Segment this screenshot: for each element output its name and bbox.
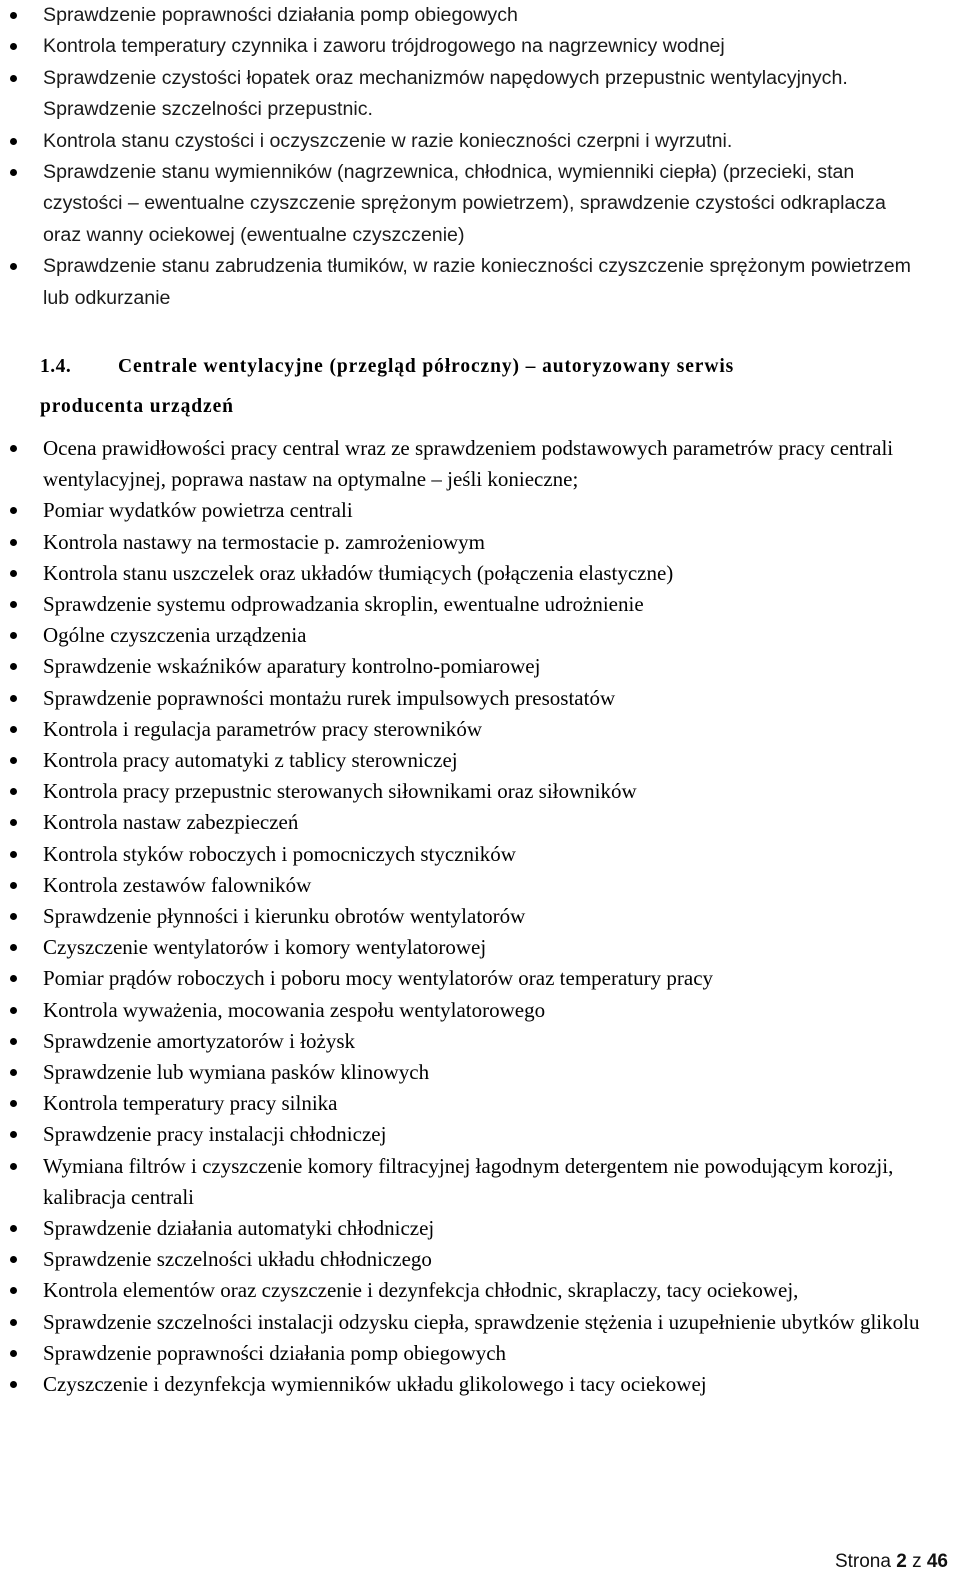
list-item: Sprawdzenie płynności i kierunku obrotów wentylatorów	[0, 901, 960, 932]
list-item: Pomiar wydatków powietrza centrali	[0, 495, 960, 526]
list-item: Sprawdzenie stanu wymienników (nagrzewnica, chłodnica, wymienniki ciepła) (przecieki, stan czystości – ewentualne czyszczenie sprężonym powietrzem), sprawdzenie czystości odkraplacza oraz wanny ociekowej (ewentualne czyszczenie)	[0, 157, 960, 251]
list-item: Pomiar prądów roboczych i poboru mocy wentylatorów oraz temperatury pracy	[0, 963, 960, 994]
maintenance-checklist-bottom	[0, 433, 960, 1400]
list-item: Sprawdzenie pracy instalacji chłodniczej	[0, 1119, 960, 1150]
section-title-line1: Centrale wentylacyjne (przegląd półroczny) – autoryzowany serwis	[118, 356, 735, 377]
list-item: Ocena prawidłowości pracy central wraz ze sprawdzeniem podstawowych parametrów pracy centrali wentylacyjnej, poprawa nastaw na optymalne – jeśli konieczne;	[0, 433, 960, 495]
section-title-line2: producenta urządzeń	[40, 396, 234, 417]
list-item: Kontrola i regulacja parametrów pracy sterowników	[0, 714, 960, 745]
list-item: Ogólne czyszczenia urządzenia	[0, 620, 960, 651]
list-item: Czyszczenie i dezynfekcja wymienników układu glikolowego i tacy ociekowej	[0, 1369, 960, 1400]
list-item: Sprawdzenie czystości łopatek oraz mechanizmów napędowych przepustnic wentylacyjnych. Sprawdzenie szczelności przepustnic.	[0, 63, 960, 126]
list-item: Kontrola stanu uszczelek oraz układów tłumiących (połączenia elastyczne)	[0, 558, 960, 589]
list-item: Sprawdzenie stanu zabrudzenia tłumików, w razie konieczności czyszczenie sprężonym powietrzem lub odkurzanie	[0, 251, 960, 314]
page-number	[835, 1550, 948, 1574]
list-item: Sprawdzenie szczelności układu chłodniczego	[0, 1244, 960, 1275]
list-item: Kontrola styków roboczych i pomocniczych styczników	[0, 839, 960, 870]
page-number-prefix: Strona	[834, 1551, 897, 1572]
list-item: Kontrola temperatury czynnika i zaworu trójdrogowego na nagrzewnicy wodnej	[0, 31, 960, 62]
list-item: Sprawdzenie poprawności działania pomp obiegowych	[0, 0, 960, 31]
list-item: Sprawdzenie działania automatyki chłodniczej	[0, 1213, 960, 1244]
list-item: Kontrola pracy przepustnic sterowanych siłownikami oraz siłowników	[0, 776, 960, 807]
list-item: Kontrola wyważenia, mocowania zespołu wentylatorowego	[0, 995, 960, 1026]
list-item: Kontrola zestawów falowników	[0, 870, 960, 901]
list-item: Sprawdzenie poprawności montażu rurek impulsowych presostatów	[0, 683, 960, 714]
list-item: Sprawdzenie amortyzatorów i łożysk	[0, 1026, 960, 1057]
page-number-separator: z	[906, 1551, 927, 1572]
list-item: Kontrola elementów oraz czyszczenie i dezynfekcja chłodnic, skraplaczy, tacy ociekowej,	[0, 1275, 960, 1306]
list-item: Sprawdzenie lub wymiana pasków klinowych	[0, 1057, 960, 1088]
list-item: Kontrola pracy automatyki z tablicy sterowniczej	[0, 745, 960, 776]
page-number-current: 2	[896, 1551, 907, 1572]
list-item: Sprawdzenie szczelności instalacji odzysku ciepła, sprawdzenie stężenia i uzupełnienie ubytków glikolu	[0, 1307, 960, 1338]
section-number: 1.4.	[40, 356, 72, 377]
page-number-total: 46	[926, 1551, 948, 1572]
list-item: Wymiana filtrów i czyszczenie komory filtracyjnej łagodnym detergentem nie powodującym korozji, kalibracja centrali	[0, 1151, 960, 1213]
list-item: Sprawdzenie poprawności działania pomp obiegowych	[0, 1338, 960, 1369]
list-item: Kontrola nastawy na termostacie p. zamrożeniowym	[0, 527, 960, 558]
list-item: Kontrola temperatury pracy silnika	[0, 1088, 960, 1119]
maintenance-checklist-top	[0, 0, 960, 314]
list-item: Kontrola nastaw zabezpieczeń	[0, 807, 960, 838]
list-item: Czyszczenie wentylatorów i komory wentylatorowej	[0, 932, 960, 963]
list-item: Sprawdzenie systemu odprowadzania skroplin, ewentualne udrożnienie	[0, 589, 960, 620]
section-heading	[40, 352, 920, 422]
list-item: Kontrola stanu czystości i oczyszczenie w razie konieczności czerpni i wyrzutni.	[0, 126, 960, 157]
list-item: Sprawdzenie wskaźników aparatury kontrolno-pomiarowej	[0, 651, 960, 682]
